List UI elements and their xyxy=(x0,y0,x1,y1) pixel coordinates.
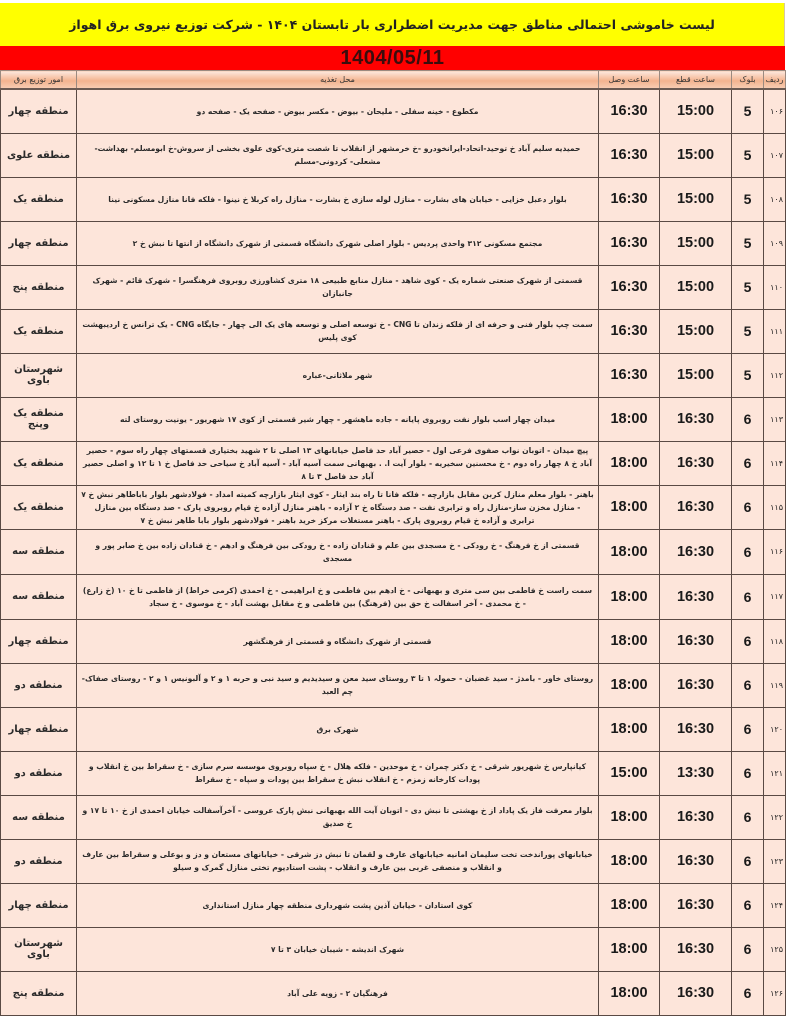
row-index: ۱۲۶ xyxy=(764,971,786,1015)
table-row xyxy=(1,397,786,441)
row-index: ۱۱۰ xyxy=(764,265,786,309)
row-block: 5 xyxy=(732,353,764,397)
row-cut-time: 15:00 xyxy=(660,133,732,177)
row-cut-time: 15:00 xyxy=(660,265,732,309)
row-index: ۱۰۸ xyxy=(764,177,786,221)
row-index: ۱۲۴ xyxy=(764,883,786,927)
row-location: فرهنگیان ۲ - زویه علی آباد xyxy=(77,971,599,1015)
row-reconnect-time: 18:00 xyxy=(599,619,660,663)
row-region: منطقه چهار xyxy=(1,883,77,927)
row-reconnect-time: 16:30 xyxy=(599,221,660,265)
row-block: 6 xyxy=(732,485,764,529)
row-cut-time: 16:30 xyxy=(660,663,732,707)
row-block: 5 xyxy=(732,309,764,353)
row-reconnect-time: 18:00 xyxy=(599,485,660,529)
row-block: 6 xyxy=(732,397,764,441)
row-region: منطقه پنج xyxy=(1,971,77,1015)
table-row xyxy=(1,883,786,927)
header-block: بلوک xyxy=(732,71,764,90)
row-block: 5 xyxy=(732,221,764,265)
row-region: منطقه چهار xyxy=(1,89,77,133)
row-cut-time: 15:00 xyxy=(660,177,732,221)
row-location: باهنر - بلوار معلم منازل کربن مقابل بازارچه - فلکه فانا تا راه بند ایثار - کوی ایثار بازارچه کمیته امداد - فولادشهر بلوار باباطاهر نبش خ ۷ - منازل مخزن ساز-منازل راه و ترابری نفت - صد دستگاه خ ۲ آزاده - باهنر منازل آزاده خ قیام روبروی پارک - صد دستگاه بین منازل ترابری و آزاده خ قیام روبروی پارک - باهنر مستغلات مرکز خرید باهنر - فولادشهر بلوار بابا طاهر نبش خ ۷ xyxy=(77,485,599,529)
row-cut-time: 16:30 xyxy=(660,971,732,1015)
row-region: منطقه دو xyxy=(1,663,77,707)
row-block: 5 xyxy=(732,265,764,309)
row-location: پیچ میدان - اتوبان نواب صفوی فرعی اول - حصیر آباد حد فاصل خیابانهای ۱۳ اصلی تا ۲ شهید بختیاری قسمتهای چهار راه سوم - حصیر آباد خ ۸ چهار راه دوم - خ محسنین سخیریه - بلوار آیت ا. . بهبهانی سمت آسیه آباد - آسیه آباد خ سیاحی حد فاصل خ ۱ تا ۱۲ و اصلی حصیر آباد حد فاصل ۳ تا ۸ xyxy=(77,441,599,485)
row-index: ۱۱۳ xyxy=(764,397,786,441)
row-cut-time: 13:30 xyxy=(660,751,732,795)
row-reconnect-time: 16:30 xyxy=(599,353,660,397)
row-index: ۱۰۷ xyxy=(764,133,786,177)
row-cut-time: 15:00 xyxy=(660,89,732,133)
row-index: ۱۱۲ xyxy=(764,353,786,397)
schedule-date: 1404/05/11 xyxy=(340,46,445,69)
row-reconnect-time: 18:00 xyxy=(599,397,660,441)
row-region: منطقه سه xyxy=(1,574,77,619)
table-row xyxy=(1,574,786,619)
row-location: خیابانهای پوراندخت تخت سلیمان امانیه خیابانهای عارف و لقمان تا نبش دز شرقی - خیابانهای مستعان و دز و بوعلی و سقراط بین عارف و انقلاب و منصفی غربی بین عارف و انقلاب - پشت استادیوم تختی منازل گمرک و سیلو xyxy=(77,839,599,883)
table-row xyxy=(1,663,786,707)
table-row xyxy=(1,971,786,1015)
document-title: لیست خاموشی احتمالی مناطق جهت مدیریت اضطراری بار تابستان ۱۴۰۴ - شرکت توزیع نیروی برق اهواز xyxy=(69,17,715,32)
row-cut-time: 16:30 xyxy=(660,529,732,574)
row-index: ۱۲۳ xyxy=(764,839,786,883)
row-location: حمیدیه سلیم آباد خ توحید-اتحاد-ایرانخودرو -خ خرمشهر از انقلاب تا شصت متری-کوی علوی بخشی از سروش-خ ابومسلم- بهداشت- مشعلی- کردونی-مسلم xyxy=(77,133,599,177)
row-location: مجتمع مسکونی ۳۱۲ واحدی پردیس - بلوار اصلی شهرک دانشگاه قسمتی از شهرک دانشگاه از انتها تا نبش خ ۲ xyxy=(77,221,599,265)
row-block: 6 xyxy=(732,529,764,574)
row-index: ۱۱۹ xyxy=(764,663,786,707)
row-block: 6 xyxy=(732,663,764,707)
row-region: منطقه علوی xyxy=(1,133,77,177)
row-cut-time: 16:30 xyxy=(660,441,732,485)
row-block: 6 xyxy=(732,441,764,485)
row-location: مکطوع - خینه سفلی - ملیحان - بیوض - مکسر بیوض - صفحه یک - صفحه دو xyxy=(77,89,599,133)
row-cut-time: 15:00 xyxy=(660,353,732,397)
row-reconnect-time: 18:00 xyxy=(599,839,660,883)
row-block: 6 xyxy=(732,883,764,927)
row-region: منطقه یک xyxy=(1,485,77,529)
row-reconnect-time: 18:00 xyxy=(599,441,660,485)
row-index: ۱۱۸ xyxy=(764,619,786,663)
row-index: ۱۱۴ xyxy=(764,441,786,485)
row-location: قسمتی از شهرک صنعتی شماره یک - کوی شاهد - منازل منابع طبیعی ۱۸ متری کشاورزی روبروی فرهنگسرا - شهرک قائم - شهرک جانبازان xyxy=(77,265,599,309)
table-row xyxy=(1,927,786,971)
row-cut-time: 16:30 xyxy=(660,619,732,663)
row-index: ۱۰۶ xyxy=(764,89,786,133)
row-index: ۱۱۶ xyxy=(764,529,786,574)
row-reconnect-time: 18:00 xyxy=(599,795,660,839)
row-reconnect-time: 18:00 xyxy=(599,529,660,574)
row-reconnect-time: 16:30 xyxy=(599,89,660,133)
row-region: منطقه چهار xyxy=(1,221,77,265)
row-index: ۱۲۲ xyxy=(764,795,786,839)
row-region: شهرستان باوی xyxy=(1,927,77,971)
row-index: ۱۰۹ xyxy=(764,221,786,265)
row-region: منطقه چهار xyxy=(1,619,77,663)
row-region: منطقه یک xyxy=(1,441,77,485)
row-location: سمت راست خ فاطمی بین سی متری و بهبهانی - خ ادهم بین فاطمی و خ ابراهیمی - خ احمدی (کرمی خراط) از فاطمی تا خ ۱۰ (خ زارع) - خ محمدی - آخر اسفالت خ حق بین (فرهنگ) بین فاطمی و خ مقابل بهشت آباد - خ موسوی - خ سجاد xyxy=(77,574,599,619)
table-row xyxy=(1,265,786,309)
row-location: کیانپارس خ شهریور شرقی - خ دکتر چمران - خ موحدین - فلکه هلال - خ سپاه روبروی موسسه سرم سازی - خ سقراط بین خ انقلاب و پودات کارخانه زمزم - خ انقلاب نبش خ سقراط بین پودات و سپاه - خ سقراط xyxy=(77,751,599,795)
table-row xyxy=(1,89,786,133)
row-cut-time: 16:30 xyxy=(660,795,732,839)
outage-schedule-sheet xyxy=(0,3,785,1016)
row-reconnect-time: 16:30 xyxy=(599,265,660,309)
row-reconnect-time: 18:00 xyxy=(599,663,660,707)
table-header-row xyxy=(1,71,786,90)
row-block: 5 xyxy=(732,177,764,221)
header-reconnect-time: ساعت وصل xyxy=(599,71,660,90)
row-block: 5 xyxy=(732,133,764,177)
table-row xyxy=(1,529,786,574)
row-index: ۱۲۰ xyxy=(764,707,786,751)
row-block: 6 xyxy=(732,751,764,795)
table-row xyxy=(1,353,786,397)
table-row xyxy=(1,795,786,839)
row-region: شهرستان باوی xyxy=(1,353,77,397)
row-cut-time: 16:30 xyxy=(660,883,732,927)
row-location: بلوار دعبل خزایی - خیابان های بشارت - منازل لوله سازی خ بشارت - منازل راه کربلا خ نینوا - فلکه فانا منازل مسکونی نینا xyxy=(77,177,599,221)
row-cut-time: 16:30 xyxy=(660,927,732,971)
row-reconnect-time: 18:00 xyxy=(599,574,660,619)
header-cut-time: ساعت قطع xyxy=(660,71,732,90)
row-reconnect-time: 16:30 xyxy=(599,133,660,177)
row-block: 6 xyxy=(732,619,764,663)
row-location: روستای خاور - بامدژ - سید غضبان - حمولہ ۱ تا ۳ روستای سید معن و سیدیدیم و سید نبی و حربه ۱ و ۲ و آلبونیس ۱ و ۲ - روستای صفاک-چم العبد xyxy=(77,663,599,707)
header-index: ردیف xyxy=(764,71,786,90)
table-row xyxy=(1,441,786,485)
row-reconnect-time: 16:30 xyxy=(599,177,660,221)
row-cut-time: 16:30 xyxy=(660,839,732,883)
row-reconnect-time: 18:00 xyxy=(599,971,660,1015)
row-location: بلوار معرفت فاز یک پاداد از خ بهشتی تا نبش دی - اتوبان آیت الله بهبهانی نبش پارک عروسی - آخرآسفالت خیابان احمدی از خ ۱۰ تا ۱۷ و خ صدیق xyxy=(77,795,599,839)
row-index: ۱۲۱ xyxy=(764,751,786,795)
row-block: 5 xyxy=(732,89,764,133)
row-reconnect-time: 18:00 xyxy=(599,707,660,751)
table-row xyxy=(1,485,786,529)
row-region: منطقه سه xyxy=(1,795,77,839)
table-row xyxy=(1,839,786,883)
row-index: ۱۱۵ xyxy=(764,485,786,529)
table-row xyxy=(1,707,786,751)
row-location: قسمتی از شهرک دانشگاه و قسمتی از فرهنگشهر xyxy=(77,619,599,663)
row-region: منطقه پنج xyxy=(1,265,77,309)
row-region: منطقه یک xyxy=(1,309,77,353)
row-location: کوی استادان - خیابان آذین پشت شهرداری منطقه چهار منازل استانداری xyxy=(77,883,599,927)
table-row xyxy=(1,133,786,177)
row-cut-time: 15:00 xyxy=(660,309,732,353)
row-block: 6 xyxy=(732,839,764,883)
row-index: ۱۱۷ xyxy=(764,574,786,619)
row-block: 6 xyxy=(732,927,764,971)
row-location: شهرک برق xyxy=(77,707,599,751)
row-index: ۱۲۵ xyxy=(764,927,786,971)
row-cut-time: 15:00 xyxy=(660,221,732,265)
row-block: 6 xyxy=(732,574,764,619)
table-row xyxy=(1,221,786,265)
table-row xyxy=(1,619,786,663)
row-reconnect-time: 18:00 xyxy=(599,883,660,927)
row-region: منطقه چهار xyxy=(1,707,77,751)
row-region: منطقه سه xyxy=(1,529,77,574)
row-block: 6 xyxy=(732,971,764,1015)
row-reconnect-time: 18:00 xyxy=(599,927,660,971)
row-location: شهرک اندیشه - شیبان خیابان ۳ تا ۷ xyxy=(77,927,599,971)
header-region: امور توزیع برق xyxy=(1,71,77,90)
outage-table xyxy=(0,70,786,1016)
row-location: شهر ملاثانی-عباره xyxy=(77,353,599,397)
header-location: محل تغذیه xyxy=(77,71,599,90)
row-region: منطقه دو xyxy=(1,839,77,883)
table-row xyxy=(1,751,786,795)
row-cut-time: 16:30 xyxy=(660,485,732,529)
row-index: ۱۱۱ xyxy=(764,309,786,353)
date-banner xyxy=(0,46,785,70)
row-block: 6 xyxy=(732,795,764,839)
table-row xyxy=(1,309,786,353)
row-location: میدان چهار اسب بلوار نفت روبروی پایانه - جاده ماهشهر - چهار شیر قسمتی از کوی ۱۷ شهریور - یونیت روستای لته xyxy=(77,397,599,441)
row-block: 6 xyxy=(732,707,764,751)
table-row xyxy=(1,177,786,221)
row-reconnect-time: 16:30 xyxy=(599,309,660,353)
row-location: سمت چپ بلوار فنی و حرفه ای از فلکه زندان تا CNG - خ توسعه اصلی و توسعه های یک الی چهار - جایگاه CNG - یک ترانس خ اردیبهشت کوی پلیس xyxy=(77,309,599,353)
title-banner xyxy=(0,3,785,46)
row-cut-time: 16:30 xyxy=(660,707,732,751)
row-region: منطقه یک xyxy=(1,177,77,221)
row-region: منطقه یک وپنج xyxy=(1,397,77,441)
row-reconnect-time: 15:00 xyxy=(599,751,660,795)
table-body xyxy=(1,89,786,1015)
row-cut-time: 16:30 xyxy=(660,574,732,619)
row-cut-time: 16:30 xyxy=(660,397,732,441)
row-location: قسمتی از خ فرهنگ - خ رودکی - خ مسجدی بین علم و قنادان زاده - خ رودکی بین فرهنگ و ادهم - خ قنادان زاده بین خ صابر پور و مسجدی xyxy=(77,529,599,574)
row-region: منطقه دو xyxy=(1,751,77,795)
